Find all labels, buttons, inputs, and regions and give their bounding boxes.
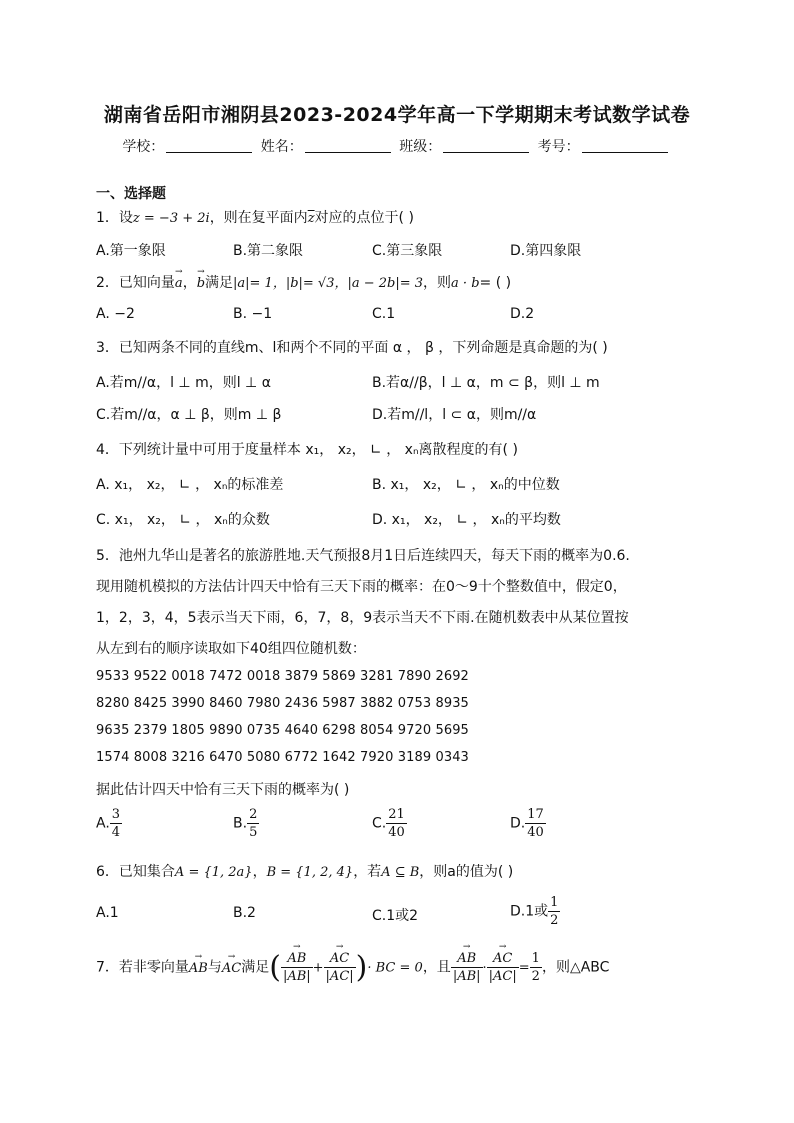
q7-vector-ab: → AB	[189, 961, 208, 976]
question-2-stem: 2．已知向量→ a，→ b满足|a|= 1，|b|= √3，|a − 2b|= 3，则a · b= ( )	[96, 272, 511, 292]
q5-option-d[interactable]: D. $\frac{17}{40}$	[510, 807, 544, 840]
q6-set-b: B = {1, 2, 4}	[266, 865, 354, 880]
fraction: $\frac{1}{2}$	[531, 951, 540, 984]
q3-option-a[interactable]: A.若m//α，l ⊥ m，则l ⊥ α	[96, 375, 271, 391]
name-field[interactable]	[305, 138, 391, 153]
q3-option-d[interactable]: D.若m//l，l ⊂ α，则m//α	[372, 407, 537, 423]
q4-option-d[interactable]: D. x₁， x₂， ∟ ， xₙ的平均数	[372, 512, 561, 528]
fraction: → $\frac{AC}{|AC|}$	[324, 952, 356, 983]
q3-option-c[interactable]: C.若m//α，α ⊥ β，则m ⊥ β	[96, 407, 282, 423]
q1-option-d[interactable]: D.第四象限	[510, 243, 582, 259]
q2-option-d[interactable]: D.2	[510, 306, 535, 322]
fraction: $\frac{2}{5}$	[249, 807, 258, 840]
q1-expression: z = −3 + 2i	[132, 211, 210, 226]
q6-option-a[interactable]: A.1	[96, 905, 119, 921]
question-5-line-1: 5．池州九华山是著名的旅游胜地.天气预报8月1日后连续四天，每天下雨的概率为0.6.	[96, 548, 630, 564]
random-number-row: 9635 2379 1805 9890 0735 4640 6298 8054 9720 5695	[96, 723, 469, 738]
fraction: $\frac{3}{4}$	[111, 807, 121, 840]
q2-vector-b: → b	[197, 276, 205, 291]
q5-option-b[interactable]: B. $\frac{2}{5}$	[233, 807, 258, 840]
q1-option-b[interactable]: B.第二象限	[233, 243, 304, 259]
fraction: $\frac{1}{2}$	[550, 895, 559, 928]
school-label: 学校：	[122, 139, 165, 155]
question-6-stem: 6．已知集合A = {1, 2a}，B = {1, 2, 4}，若A ⊆ B，则a的值为( )	[96, 864, 514, 880]
name-label: 姓名：	[260, 139, 303, 155]
class-label: 班级：	[399, 139, 442, 155]
fraction: → $\frac{AB}{|AB|}$	[451, 952, 483, 983]
q1-conjugate-z: $\overline{z}$	[307, 211, 315, 226]
page-title: 湖南省岳阳市湘阴县2023-2024学年高一下学期期末考试数学试卷	[103, 104, 691, 126]
q1-option-c[interactable]: C.第三象限	[372, 243, 443, 259]
q2-option-b[interactable]: B. −1	[233, 306, 273, 322]
q2-dot-product: a · b	[451, 276, 480, 291]
q4-option-c[interactable]: C. x₁， x₂， ∟ ， xₙ的众数	[96, 512, 270, 528]
question-5-line-4: 从左到右的顺序读取如下40组四位随机数：	[96, 641, 366, 657]
question-5-line-3: 1，2，3，4，5表示当天下雨，6，7，8，9表示当天不下雨.在随机数表中从某位置按	[96, 610, 629, 626]
question-3-stem: 3．已知两条不同的直线m、l和两个不同的平面 α ， β ，下列命题是真命题的为( )	[96, 340, 608, 356]
q4-option-b[interactable]: B. x₁， x₂， ∟ ， xₙ的中位数	[372, 477, 560, 493]
exam-no-field[interactable]	[582, 138, 668, 153]
section-heading: 一、选择题	[96, 186, 166, 202]
q5-option-a[interactable]: A. $\frac{3}{4}$	[96, 807, 121, 840]
question-1-stem: 1．设z = −3 + 2i，则在复平面内$\overline{z}$对应的点位于( )	[96, 210, 414, 226]
class-field[interactable]	[443, 138, 529, 153]
random-number-row: 1574 8008 3216 6470 5080 6772 1642 7920 3189 0343	[96, 750, 469, 765]
question-5-ask: 据此估计四天中恰有三天下雨的概率为( )	[96, 782, 350, 798]
fraction: $\frac{21}{40}$	[388, 807, 405, 840]
q3-option-b[interactable]: B.若α//β，l ⊥ α，m ⊂ β，则l ⊥ m	[372, 375, 600, 391]
fraction: → $\frac{AB}{|AB|}$	[281, 952, 313, 983]
q2-option-c[interactable]: C.1	[372, 306, 396, 322]
school-field[interactable]	[166, 138, 252, 153]
q6-set-a: A = {1, 2a}	[174, 865, 253, 880]
random-number-row: 9533 9522 0018 7472 0018 3879 5869 3281 7890 2692	[96, 669, 469, 684]
fraction: → $\frac{AC}{|AC|}$	[487, 952, 519, 983]
q6-subset: A ⊆ B	[381, 865, 420, 880]
q7-dot-bc: · BC = 0	[367, 960, 423, 976]
question-7-stem: 7．若非零向量→ AB与→ AC满足( → $\frac{AB}{|AB|}$ + → $\frac{AC}{|AC|}$ )· BC = 0，且 → $\frac{AB}{|AB|}$ · → $\frac{AC}{|AC|}$ = $\frac{1}{2}$ ，则△ABC	[96, 950, 609, 985]
q5-option-c[interactable]: C. $\frac{21}{40}$	[372, 807, 405, 840]
q2-vector-a: → a	[175, 276, 183, 291]
fraction: $\frac{17}{40}$	[527, 807, 544, 840]
student-info-fields	[0, 136, 794, 156]
question-4-stem: 4．下列统计量中可用于度量样本 x₁， x₂， ∟ ， xₙ离散程度的有( )	[96, 442, 518, 458]
q6-option-c[interactable]: C.1或2	[372, 908, 419, 924]
q6-option-b[interactable]: B.2	[233, 905, 256, 921]
question-5-line-2: 现用随机模拟的方法估计四天中恰有三天下雨的概率：在0～9十个整数值中，假定0，	[96, 579, 627, 595]
q7-vector-ac: → AC	[222, 961, 241, 976]
q6-option-d[interactable]: D.1或 $\frac{1}{2}$	[510, 895, 559, 928]
exam-no-label: 考号：	[537, 139, 580, 155]
random-number-row: 8280 8425 3990 8460 7980 2436 5987 3882 0753 8935	[96, 696, 469, 711]
q1-option-a[interactable]: A.第一象限	[96, 243, 166, 259]
q2-conditions: |a|= 1，|b|= √3，|a − 2b|= 3	[233, 276, 424, 291]
q4-option-a[interactable]: A. x₁， x₂， ∟ ， xₙ的标准差	[96, 477, 284, 493]
q2-option-a[interactable]: A. −2	[96, 306, 135, 322]
